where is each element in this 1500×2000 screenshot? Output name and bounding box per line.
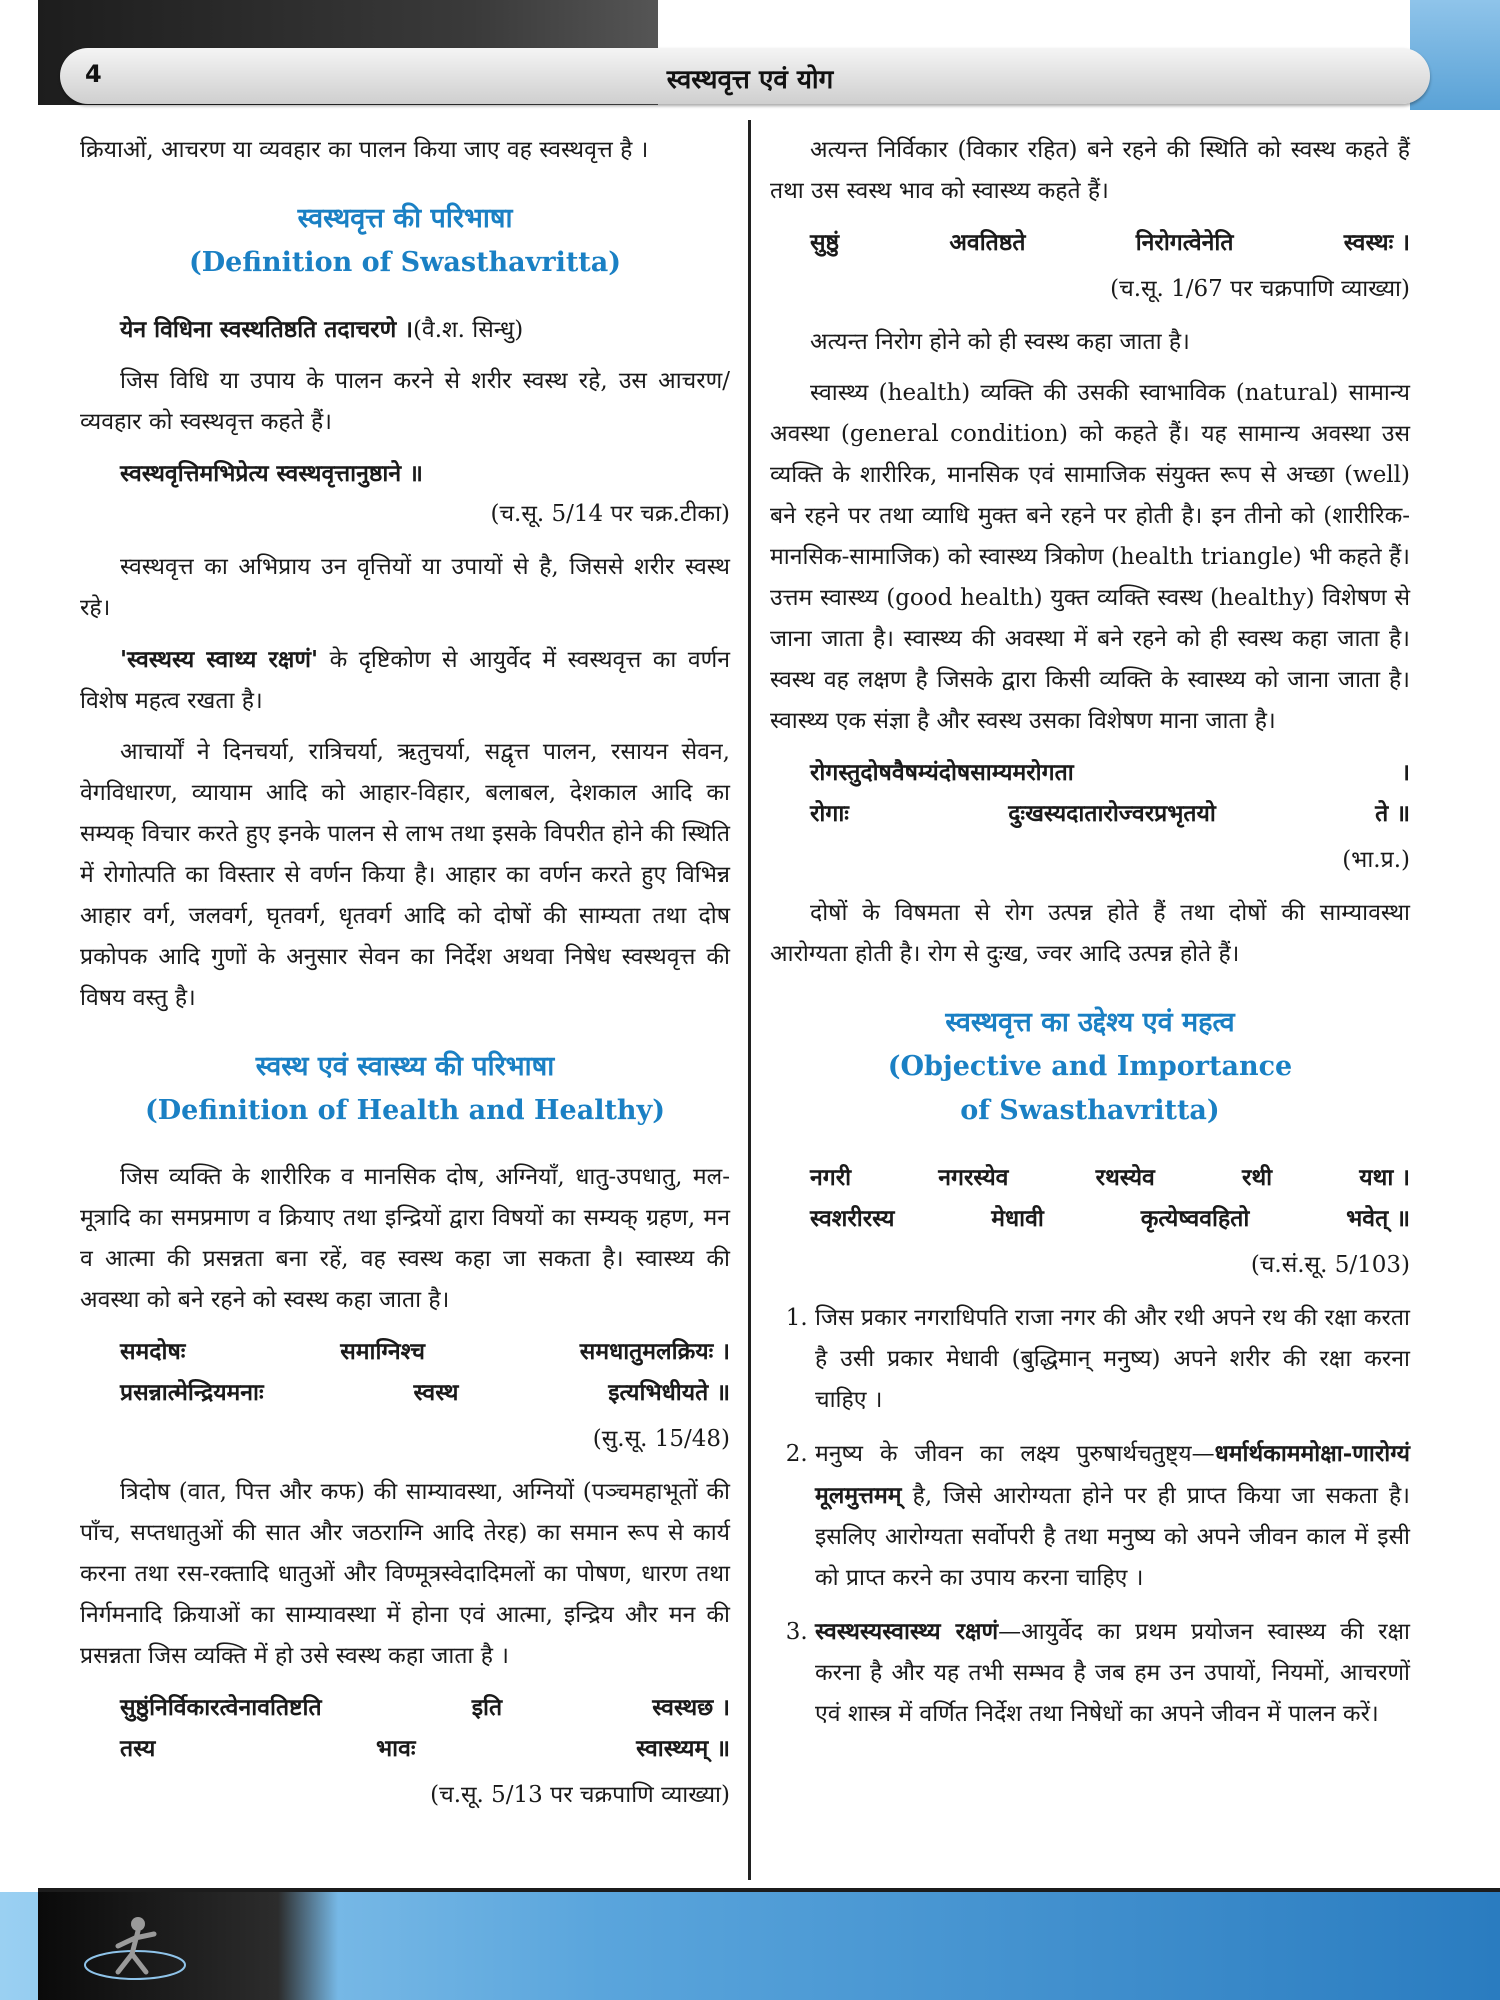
heading-hindi: स्वस्थ एवं स्वास्थ्य की परिभाषा [255,1051,555,1082]
verse-word: स्वस्थः । [1343,229,1410,256]
verse-block [810,752,1410,834]
column-divider [748,120,751,1880]
verse-word: नगरस्येव [938,1164,1009,1191]
verse-text: स्वस्थवृत्तिमभिप्रेत्य स्वस्थवृत्तानुष्ठाने ॥ [120,460,423,487]
bold-phrase: स्वस्थस्यस्वास्थ्य रक्षणं [815,1618,999,1645]
verse-word: रोगाः [810,800,849,827]
list-item: 1. जिस प्रकार नगराधिपति राजा नगर की और रथी अपने रथ की रक्षा करता है उसी प्रकार मेधावी (बुद्धिमान् मनुष्य) अपने शरीर की रक्षा करना चाहिए । [815,1298,1410,1421]
verse-word: ते ॥ [1375,800,1410,827]
verse-word: स्वास्थ्यम् ॥ [636,1735,730,1762]
heading-english-line1: (Objective and Importance [887,1051,1293,1082]
verse-word: तस्य [120,1735,156,1762]
heading-hindi: स्वस्थवृत्त की परिभाषा [297,203,513,234]
left-column [80,130,730,1828]
paragraph: स्वस्थवृत्त का अभिप्राय उन वृत्तियों या उपायों से है, जिससे शरीर स्वस्थ रहे। [80,554,730,621]
paragraph: त्रिदोष (वात, पित्त और कफ) की साम्यावस्था, अग्नियों (पञ्चमहाभूतों की पाँच, सप्तधातुओं की सात और जठराग्नि आदि तेरह) का समान रूप से कार्य करना तथा रस-रक्तादि धातुओं और विण्मूत्रस्वेदादिमलों का पोषण, धारण तथा निर्गमनादि क्रियाओं का साम्यावस्था में होना एवं आत्मा, इन्द्रिय और मन की प्रसन्नता जिस व्यक्ति में हो उसे स्वस्थ कहा जाता है । [80,1479,730,1669]
verse-reference: (च.सू. 1/67 पर चक्रपाणि व्याख्या) [1110,276,1410,302]
heading-hindi: स्वस्थवृत्त का उद्देश्य एवं महत्व [945,1007,1235,1038]
paragraph: स्वास्थ्य (health) व्यक्ति की उसकी स्वाभाविक (natural) सामान्य अवस्था (general condition) को कहते हैं। यह सामान्य अवस्था उस व्यक्ति के शारीरिक, मानसिक एवं सामाजिक संयुक्त रूप से अच्छा (well) बने रहने पर तथा व्याधि मुक्त बने रहने पर होती है। इन तीनो को (शारीरिक-मानसिक-सामाजिक) को स्वास्थ्य त्रिकोण (health triangle) भी कहते हैं। उत्तम स्वास्थ्य (good health) युक्त व्यक्ति स्वस्थ (healthy) विशेषण से जाना जाता है। स्वास्थ्य की अवस्था में बने रहने को ही स्वस्थ कहा जाता है। स्वस्थ वह लक्षण है जिसके द्वारा किसी व्यक्ति के स्वास्थ्य को जाना जाता है। स्वास्थ्य एक संज्ञा है और स्वस्थ उसका विशेषण माना जाता है। [770,380,1410,734]
heading-objective-importance [770,1001,1410,1133]
verse-word: प्रसन्नात्मेन्द्रियमनाः [120,1379,264,1406]
paragraph [80,639,730,722]
list-item [815,1433,1410,1599]
verse-word: सुष्ठुंनिर्विकारत्वेनावतिष्टति [120,1694,322,1721]
intro-text: क्रियाओं, आचरण या व्यवहार का पालन किया जाए वह स्वस्थवृत्त है । [80,137,649,163]
bold-phrase: 'स्वस्थस्य स्वाथ्य रक्षणं' [120,646,319,673]
verse-word: अवतिष्ठते [949,229,1026,256]
verse-word: । [1401,759,1410,786]
verse-word: भावः [375,1735,416,1762]
list-text: मनुष्य के जीवन का लक्ष्य पुरुषार्थचतुष्ट्य— [815,1441,1215,1467]
verse-block [120,1331,730,1413]
book-title: स्वस्थवृत्त एवं योग [666,65,834,95]
verse-word: समदोषः [120,1338,186,1365]
verse-word: रथस्येव [1095,1164,1155,1191]
verse-word: दुःखस्यदातारोज्वरप्रभृतयो [1008,800,1216,827]
numbered-list [770,1298,1410,1735]
verse-reference: (सु.सू. 15/48) [592,1426,730,1452]
list-item [815,1611,1410,1735]
verse-word: निरोगत्वेनेति [1135,229,1234,256]
verse-word: इत्यभिधीयते ॥ [608,1379,730,1406]
page-number: 4 [85,60,102,88]
verse-line [810,1157,1410,1198]
verse-line [120,1372,730,1413]
verse-word: स्वस्थ [413,1379,459,1406]
list-text: है, जिसे आरोग्यता होने पर ही प्राप्त किया जा सकता है। इसलिए आरोग्यता सर्वोपरी है तथा मनुष्य को अपने जीवन काल में इसी को प्राप्त करने का उपाय करना चाहिए । [815,1483,1410,1591]
verse-word: सुष्ठुं [810,229,840,256]
paragraph: जिस व्यक्ति के शारीरिक व मानसिक दोष, अग्नियाँ, धातु-उपधातु, मल-मूत्रादि का समप्रमाण व क्रियाए तथा इन्द्रियों द्वारा विषयों का सम्यक् ग्रहण, मन व आत्मा की प्रसन्नता बना रहें, वह स्वस्थ कहा जा सकता है। स्वास्थ्य की अवस्था को बने रहने को स्वस्थ कहा जाता है। [80,1164,730,1313]
heading-english: (Definition of Health and Healthy) [144,1095,666,1126]
verse-word: कृत्येष्ववहितो [1140,1205,1250,1232]
verse-word: समाग्निश्च [340,1338,426,1365]
paragraph: अत्यन्त निर्विकार (विकार रहित) बने रहने की स्थिति को स्वस्थ कहते हैं तथा उस स्वस्थ भाव को स्वास्थ्य कहते हैं। [770,137,1410,204]
verse-line [810,793,1410,834]
verse-text: येन विधिना स्वस्थतिष्ठति तदाचरणे । [120,316,413,343]
verse-block [810,222,1410,263]
heading-definition-health [80,1045,730,1133]
verse-reference: (च.सं.सू. 5/103) [1250,1252,1410,1278]
list-text: —आयुर्वेद का प्रथम प्रयोजन स्वास्थ्य की रक्षा करना है और यह तभी सम्भव है जब हम उन उपायों, नियमों, आचरणों एवं शास्त्र में वर्णित निर्देश तथा निषेधों का अपने जीवन में पालन करें। [815,1619,1410,1727]
heading-english: (Definition of Swasthavritta) [188,247,622,278]
paragraph: दोषों के विषमता से रोग उत्पन्न होते हैं तथा दोषों की साम्यावस्था आरोग्यता होती है। रोग से दुःख, ज्वर आदि उत्पन्न होते हैं। [770,900,1410,967]
verse-line [810,222,1410,263]
verse-reference: (भा.प्र.) [1342,847,1410,873]
verse-line [810,1198,1410,1239]
heading-english-line2: of Swasthavritta) [960,1095,1220,1126]
verse-word: स्वस्थछ । [652,1694,730,1721]
verse-word: मेधावी [991,1205,1044,1232]
verse-word: रोगस्तुदोषवैषम्यंदोषसाम्यमरोगता [810,759,1074,786]
verse-definition [80,309,730,351]
verse-word: नगरी [810,1164,852,1191]
verse-line [120,1728,730,1769]
verse-word: समधातुमलक्रियः । [579,1338,730,1365]
paragraph-rest: के दृष्टिकोण से आयुर्वेद में स्वस्थवृत्त का वर्णन विशेष महत्व रखता है। [80,647,731,714]
verse-reference: (च.सू. 5/14 पर चक्र.टीका) [490,501,730,527]
verse-line [120,1687,730,1728]
paragraph: अत्यन्त निरोग होने को ही स्वस्थ कहा जाता है। [810,329,1190,355]
verse-line [810,752,1410,793]
paragraph: आचार्यों ने दिनचर्या, रात्रिचर्या, ऋतुचर्या, सद्वृत्त पालन, रसायन सेवन, वेगविधारण, व्यायाम आदि को आहार-विहार, बलाबल, देशकाल आदि का सम्यक् विचार करते हुए इनके पालन से लाभ तथा इसके विपरीत होने की स्थिति में रोगोत्पति का विस्तार से वर्णन किया है। आहार का वर्णन करते हुए विभिन्न आहार वर्ग, जलवर्ग, घृतवर्ग, धृतवर्ग आदि को दोषों की साम्यता तथा दोष प्रकोपक आदि गुणों के अनुसार सेवन का निर्देश अथवा निषेध स्वस्थवृत्त की विषय वस्तु है। [80,739,730,1011]
verse-word: यथा । [1359,1164,1410,1191]
bold-phrase: धर्मार्थकाममोक्षा-णारोग्यं मूलमुत्तमम् [815,1440,1410,1509]
verse-block [810,1157,1410,1239]
verse-word: भवेत् ॥ [1346,1205,1410,1232]
verse-block [120,1687,730,1769]
paragraph: जिस विधि या उपाय के पालन करने से शरीर स्वस्थ रहे, उस आचरण/व्यवहार को स्वस्थवृत्त कहते हैं। [80,368,730,435]
verse-line [120,1331,730,1372]
heading-definition-swasthavritta [80,197,730,285]
footer-figure-icon [80,1910,190,1990]
verse-reference: (वै.श. सिन्धु) [412,317,524,343]
right-column [770,130,1410,1747]
verse-reference: (च.सू. 5/13 पर चक्रपाणि व्याख्या) [430,1782,730,1808]
verse-word: स्वशरीरस्य [810,1205,895,1232]
verse-word: इति [471,1694,503,1721]
verse-word: रथी [1242,1164,1273,1191]
